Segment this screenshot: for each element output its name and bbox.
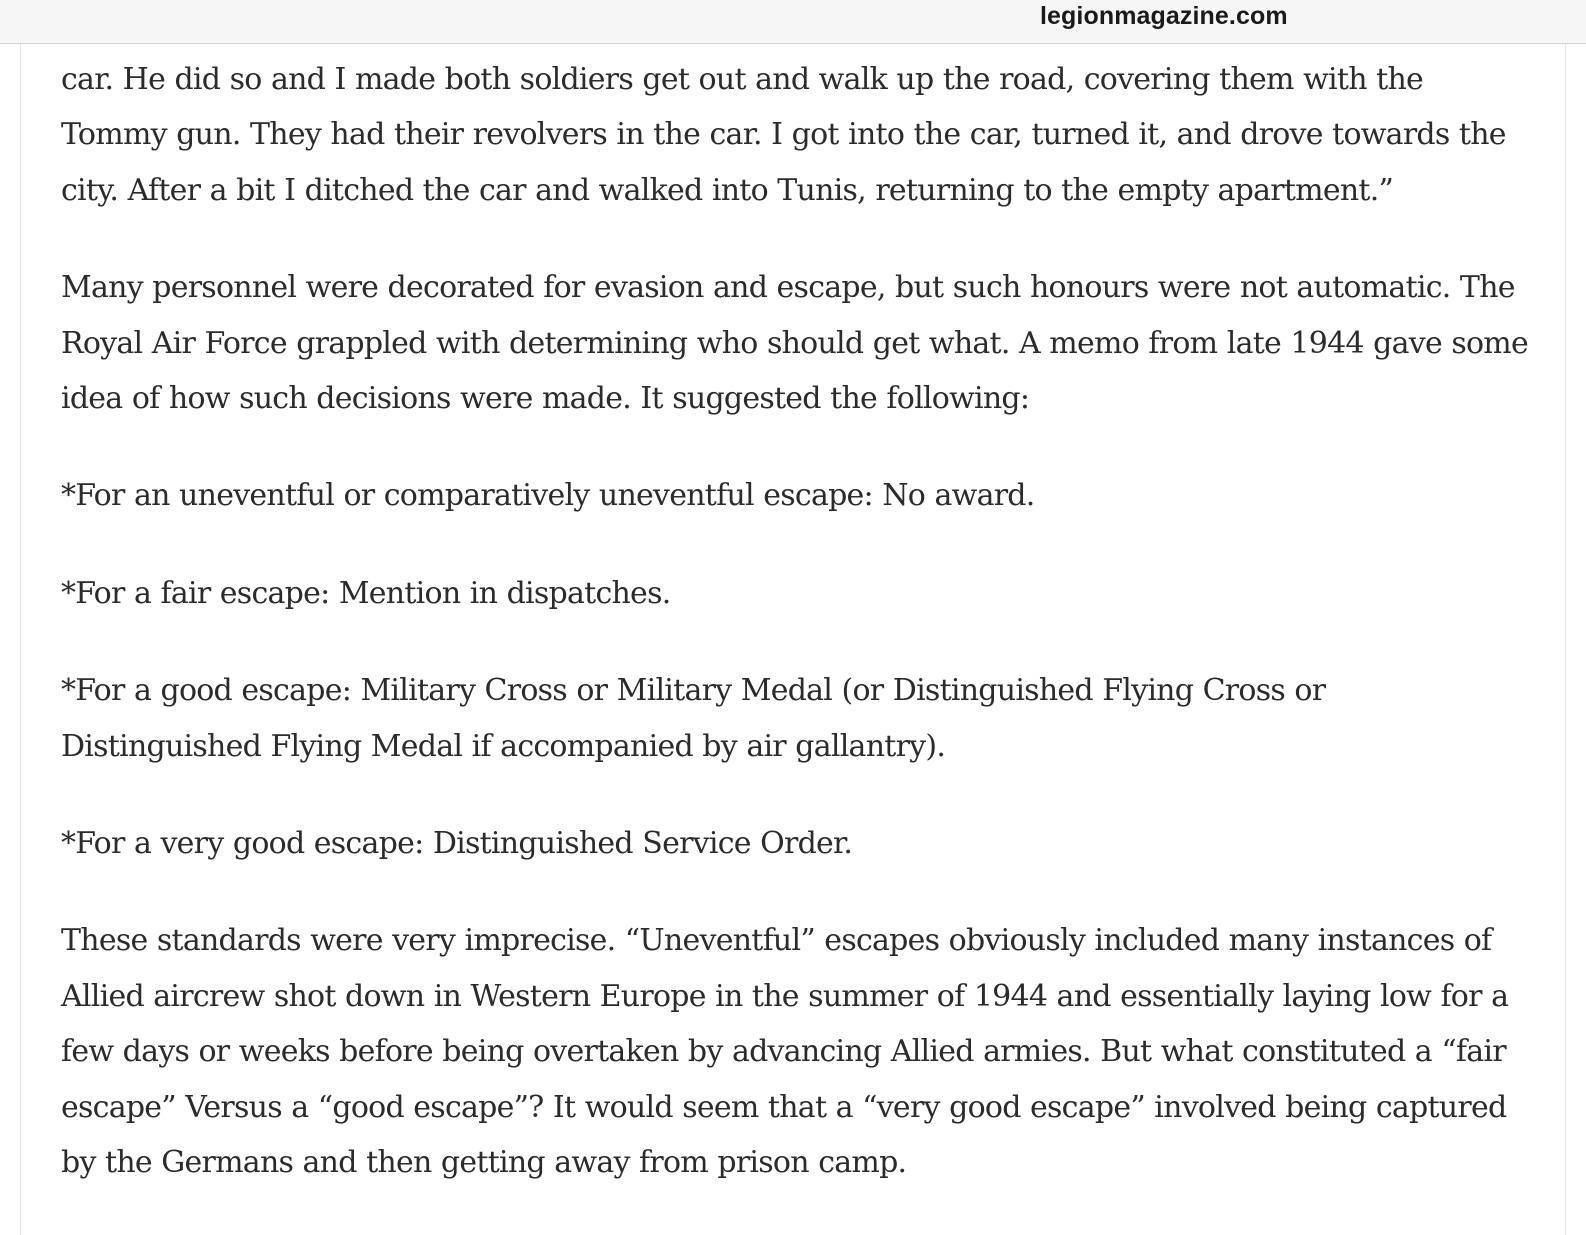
article-list-item: *For an uneventful or comparatively uneventful escape: No award.	[61, 478, 1035, 514]
article-paragraph: Many personnel were decorated for evasion and escape, but such honours were not automatic. The Royal Air Force grappled with determining who should get what. A memo from late 1944 gave some idea of how such decisions were made. It suggested the following:	[61, 270, 1528, 417]
article-paragraph: car. He did so and I made both soldiers get out and walk up the road, covering them with the Tommy gun. They had their revolvers in the car. I got into the car, turned it, and drove towards the city. After a bit I ditched the car and walked into Tunis, returning to the empty apartment.”	[61, 62, 1506, 208]
article-list-item: *For a very good escape: Distinguished Service Order.	[61, 826, 853, 862]
url-text[interactable]: legionmagazine.com	[1040, 2, 1288, 30]
article-body	[61, 52, 1531, 1191]
browser-address-bar[interactable]	[0, 0, 1586, 44]
article-paragraph: These standards were very imprecise. “Uneventful” escapes obviously included many instances of Allied aircrew shot down in Western Europe in the summer of 1944 and essentially laying low for a few days or weeks before being overtaken by advancing Allied armies. But what constituted a “fair escape” Versus a “good escape”? It would seem that a “very good escape” involved being captured by the Germans and then getting away from prison camp.	[61, 923, 1509, 1181]
article-list-item: *For a fair escape: Mention in dispatches.	[61, 575, 671, 611]
article-list-item: *For a good escape: Military Cross or Military Medal (or Distinguished Flying Cross or Distinguished Flying Medal if accompanied by air gallantry).	[61, 673, 1326, 764]
